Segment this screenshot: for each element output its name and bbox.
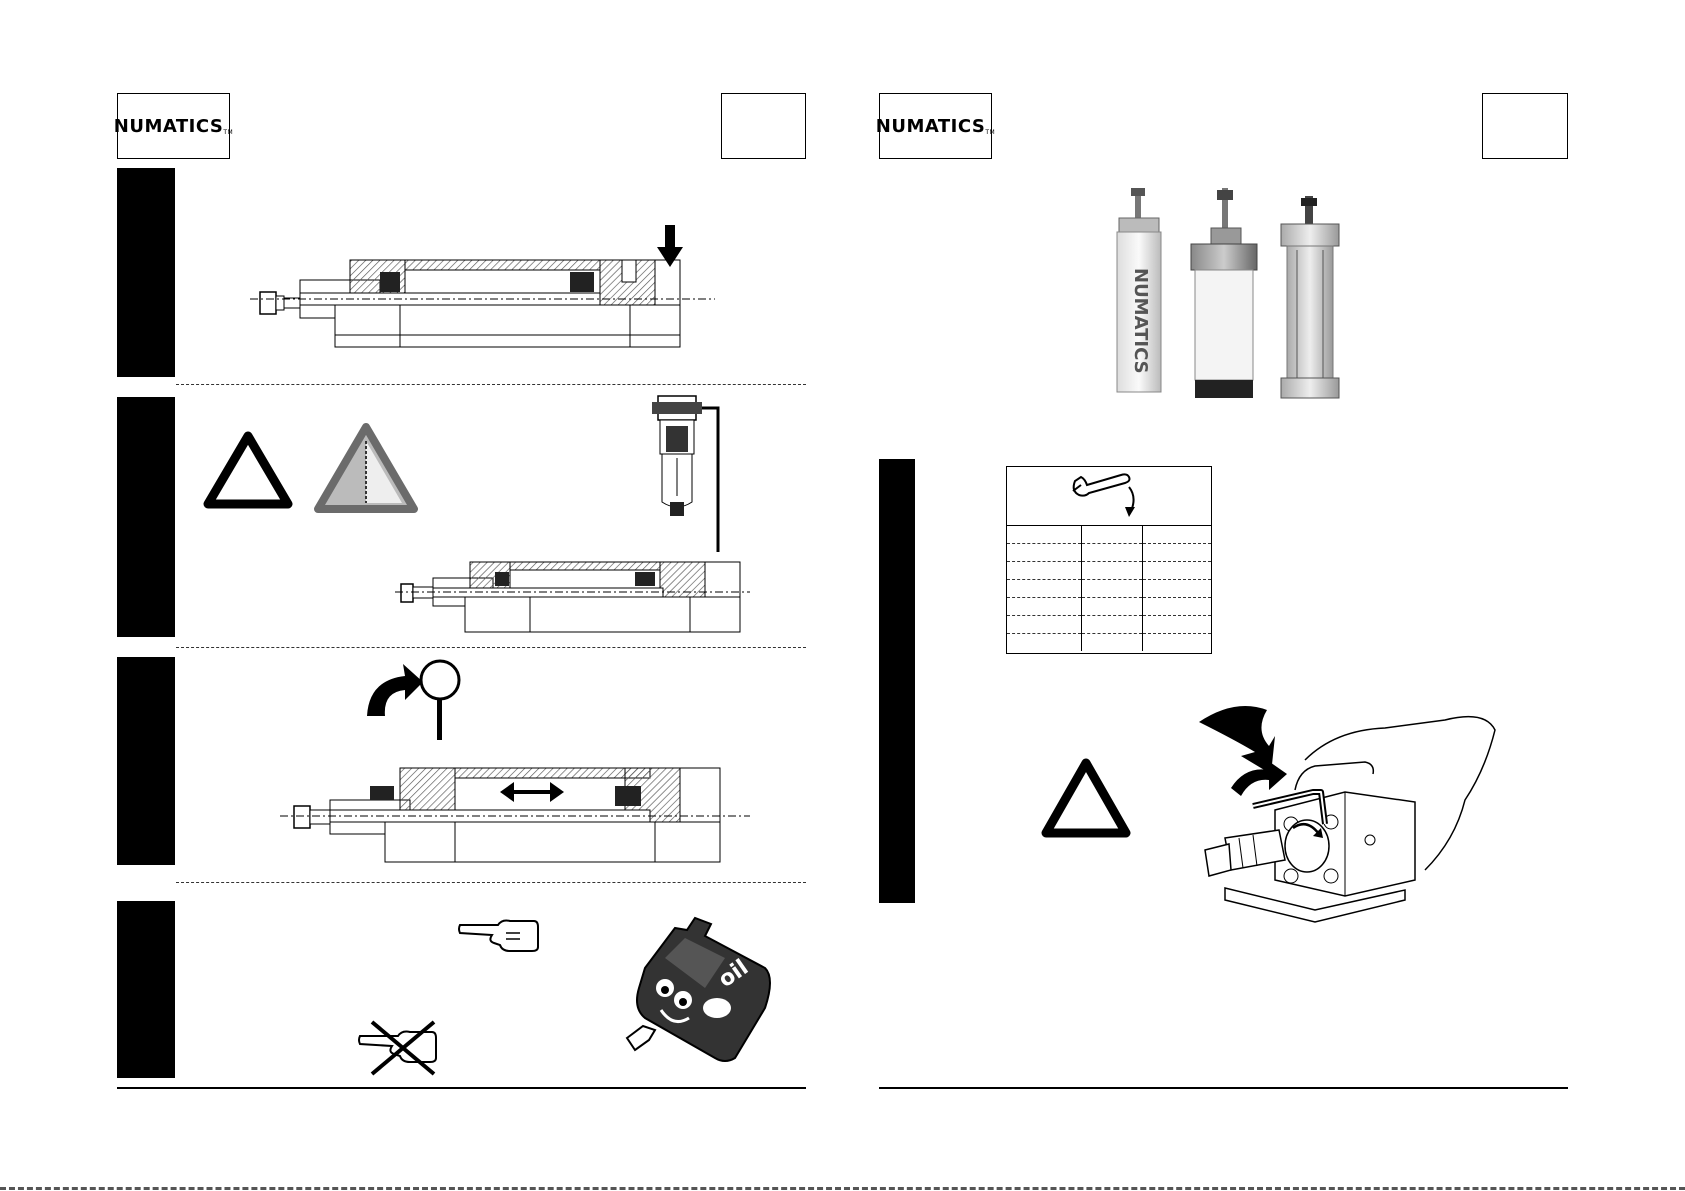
table-cell bbox=[1143, 526, 1212, 544]
double-arrow-icon bbox=[500, 780, 564, 804]
table-row bbox=[1007, 598, 1211, 616]
section-tab-2 bbox=[117, 397, 175, 637]
trademark: TM bbox=[985, 129, 996, 136]
table-row bbox=[1007, 580, 1211, 598]
section-divider bbox=[176, 384, 806, 385]
footer-rule-right bbox=[879, 1087, 1568, 1089]
section-tab-right bbox=[879, 459, 915, 903]
table-cell bbox=[1143, 634, 1212, 652]
caution-triangle-icon bbox=[314, 423, 418, 513]
table-row bbox=[1007, 562, 1211, 580]
cylinder-section-1 bbox=[250, 220, 720, 360]
table-cell bbox=[1082, 616, 1143, 634]
table-cell bbox=[1007, 634, 1082, 652]
table-cell bbox=[1007, 580, 1082, 598]
logo-right bbox=[875, 93, 996, 159]
wrench-icon bbox=[1069, 471, 1141, 517]
table-cell bbox=[1143, 562, 1212, 580]
logo-text: NUMATICS bbox=[113, 115, 224, 137]
table-row bbox=[1007, 526, 1211, 544]
table-cell bbox=[1143, 598, 1212, 616]
page-number-box-right bbox=[1482, 93, 1568, 159]
filter-regulator-icon bbox=[652, 392, 732, 562]
page-number-box-left bbox=[721, 93, 806, 159]
torque-table bbox=[1006, 466, 1212, 654]
footer-rule-left bbox=[117, 1087, 806, 1089]
logo-text: NUMATICS bbox=[875, 115, 986, 137]
torque-table-body bbox=[1007, 526, 1211, 651]
warning-triangle-icon bbox=[1040, 757, 1132, 839]
table-cell bbox=[1007, 616, 1082, 634]
table-row bbox=[1007, 544, 1211, 562]
table-cell bbox=[1143, 580, 1212, 598]
cylinder-products-photo bbox=[1105, 188, 1355, 408]
table-cell bbox=[1007, 562, 1082, 580]
table-cell bbox=[1082, 562, 1143, 580]
cylinder-section-3 bbox=[280, 758, 750, 868]
section-tab-1 bbox=[117, 168, 175, 377]
table-cell bbox=[1082, 598, 1143, 616]
table-cell bbox=[1143, 544, 1212, 562]
scan-edge bbox=[0, 1187, 1685, 1190]
pointing-hand-icon bbox=[458, 915, 540, 955]
oil-can-mascot-icon bbox=[625, 918, 775, 1063]
table-cell bbox=[1082, 580, 1143, 598]
cylinder-section-2 bbox=[395, 548, 755, 638]
warning-triangle-icon bbox=[203, 430, 293, 510]
section-divider bbox=[176, 647, 806, 648]
oil-label: oil bbox=[714, 955, 754, 993]
table-cell bbox=[1143, 616, 1212, 634]
svg-text:NUMATICS: NUMATICS bbox=[1130, 268, 1151, 374]
torque-table-header bbox=[1007, 467, 1211, 526]
magnifier-icon bbox=[418, 658, 468, 742]
logo-left bbox=[113, 93, 234, 159]
table-cell bbox=[1007, 598, 1082, 616]
section-divider bbox=[176, 882, 806, 883]
table-row bbox=[1007, 616, 1211, 634]
curved-arrow-icon bbox=[365, 660, 425, 718]
table-cell bbox=[1007, 526, 1082, 544]
table-row bbox=[1007, 634, 1211, 652]
table-cell bbox=[1082, 544, 1143, 562]
hex-key-assembly-illustration bbox=[1195, 700, 1505, 930]
section-tab-3 bbox=[117, 657, 175, 865]
table-cell bbox=[1007, 544, 1082, 562]
trademark: TM bbox=[223, 129, 234, 136]
down-arrow-icon bbox=[655, 225, 685, 269]
section-tab-4 bbox=[117, 901, 175, 1078]
table-cell bbox=[1082, 634, 1143, 652]
table-cell bbox=[1082, 526, 1143, 544]
crossed-hand-icon bbox=[358, 1020, 448, 1076]
